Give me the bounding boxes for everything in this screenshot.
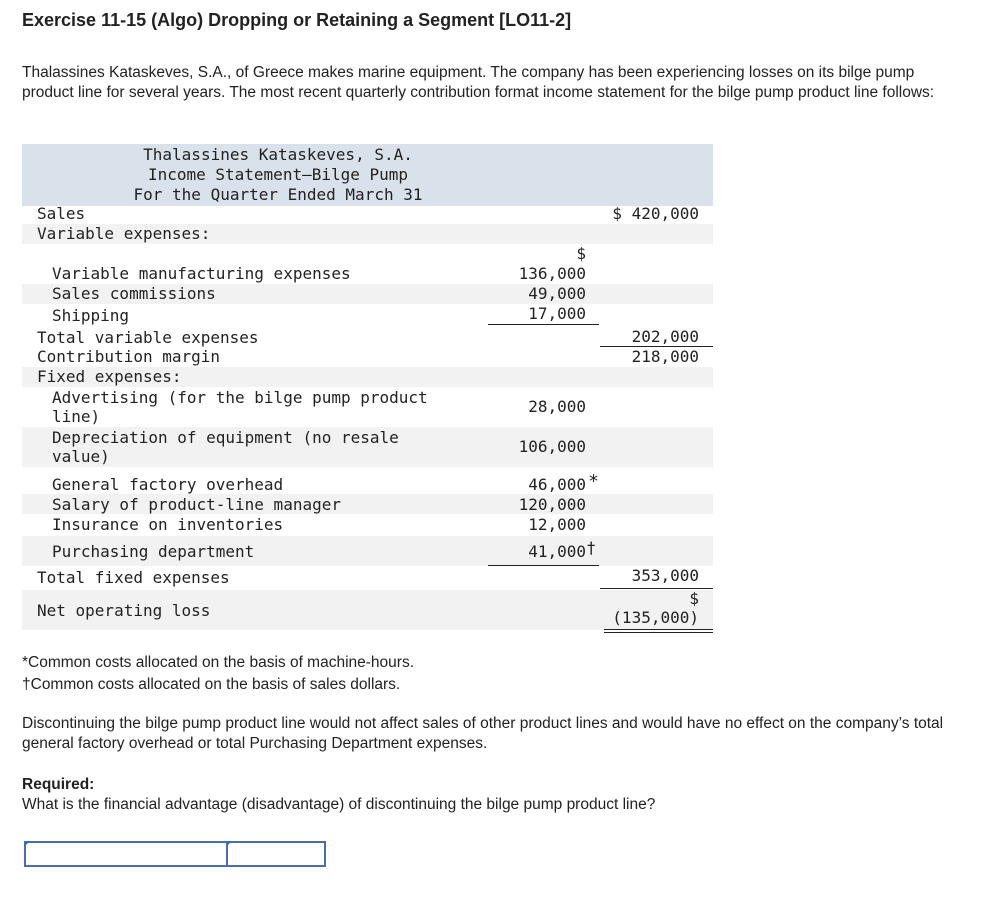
adv-label-1: Advertising (for the bilge pump product (52, 388, 428, 407)
row-variable-manufacturing (22, 244, 713, 284)
shipping-label: Shipping (52, 306, 130, 325)
row-salary (22, 494, 713, 514)
salary-label: Salary of product-line manager (52, 495, 341, 514)
row-contribution-margin (22, 347, 713, 367)
net-value: (135,000) (612, 608, 699, 627)
row-depreciation (22, 427, 713, 467)
total-var-label: Total variable expenses (37, 328, 259, 347)
gfo-value: 46,000 * (528, 471, 599, 494)
sales-comm-value: 49,000 (528, 284, 586, 303)
row-total-fixed (22, 567, 713, 587)
adv-label-2: line) (52, 407, 101, 426)
row-variable-expenses (22, 224, 713, 244)
row-shipping (22, 304, 713, 326)
purch-value: 41,000 † (528, 538, 596, 561)
net-dollar: $ (689, 589, 699, 608)
net-label: Net operating loss (37, 601, 211, 620)
dropdown-corner-icon (26, 841, 30, 845)
statement-name: Income Statement—Bilge Pump (147, 165, 409, 184)
row-purchasing (22, 536, 713, 566)
adv-value: 28,000 (528, 397, 586, 416)
salary-value: 120,000 (518, 495, 586, 514)
dep-value: 106,000 (518, 437, 586, 456)
answer-label-input[interactable] (26, 843, 228, 865)
ins-value: 12,000 (528, 515, 586, 534)
statement-period: For the Quarter Ended March 31 (133, 185, 423, 204)
answer-table (24, 841, 326, 867)
sales-value: $ 420,000 (612, 204, 699, 223)
footnote-dagger: †Common costs allocated on the basis of sales dollars. (22, 676, 401, 693)
double-underline-top (604, 629, 713, 630)
variable-expenses-label: Variable expenses: (37, 224, 211, 243)
purch-label: Purchasing department (52, 542, 255, 561)
var-mfg-value: 136,000 (518, 264, 586, 283)
cm-label: Contribution margin (37, 347, 221, 366)
intro-paragraph: Thalassines Kataskeves, S.A., of Greece makes marine equipment. The company has been experiencing losses on its bilge pump product line for several years. The most recent quarterly contribution format income statement for the bilge pump product line follows: (22, 64, 935, 101)
gfo-label: General factory overhead (52, 475, 284, 494)
underline-variable (488, 324, 599, 325)
total-var-value: 202,000 (631, 327, 699, 346)
sales-comm-label: Sales commissions (52, 284, 216, 303)
row-insurance (22, 514, 713, 536)
row-fixed-expenses (22, 367, 713, 387)
exercise-title: Exercise 11-15 (Algo) Dropping or Retaining a Segment [LO11-2] (22, 10, 572, 30)
ins-label: Insurance on inventories (52, 515, 284, 534)
statement-company: Thalassines Kataskeves, S.A. (143, 145, 413, 164)
cm-value: 218,000 (631, 347, 699, 366)
var-mfg-label: Variable manufacturing expenses (52, 264, 351, 283)
input-corner-icon (228, 841, 232, 845)
dep-label-2: value) (52, 447, 110, 466)
row-advertising (22, 387, 713, 427)
underline-fixed (488, 565, 599, 566)
double-underline-bottom (604, 632, 713, 633)
fixed-label: Fixed expenses: (37, 367, 182, 386)
answer-amount-input[interactable] (228, 843, 324, 865)
row-net-operating-loss (22, 590, 713, 630)
row-sales-commissions (22, 284, 713, 304)
income-statement (22, 144, 713, 627)
discontinue-note: Discontinuing the bilge pump product line would not affect sales of other product lines and would have no effect on the company’s total general factory overhead or total Purchasing Department expenses. (22, 715, 944, 752)
question-text: What is the financial advantage (disadvantage) of discontinuing the bilge pump product line? (22, 796, 656, 813)
row-general-factory-overhead (22, 467, 713, 494)
footnote-asterisk: *Common costs allocated on the basis of machine-hours. (22, 654, 415, 671)
row-total-variable (22, 326, 713, 346)
total-fixed-value: 353,000 (631, 566, 699, 585)
dollar-sign: $ (576, 244, 586, 263)
statement-header (22, 144, 713, 206)
sales-label: Sales (37, 204, 86, 223)
dep-label-1: Depreciation of equipment (no resale (52, 428, 399, 447)
total-fixed-label: Total fixed expenses (37, 568, 230, 587)
shipping-value: 17,000 (528, 304, 586, 323)
required-label: Required: (22, 776, 95, 793)
row-sales (22, 204, 713, 224)
